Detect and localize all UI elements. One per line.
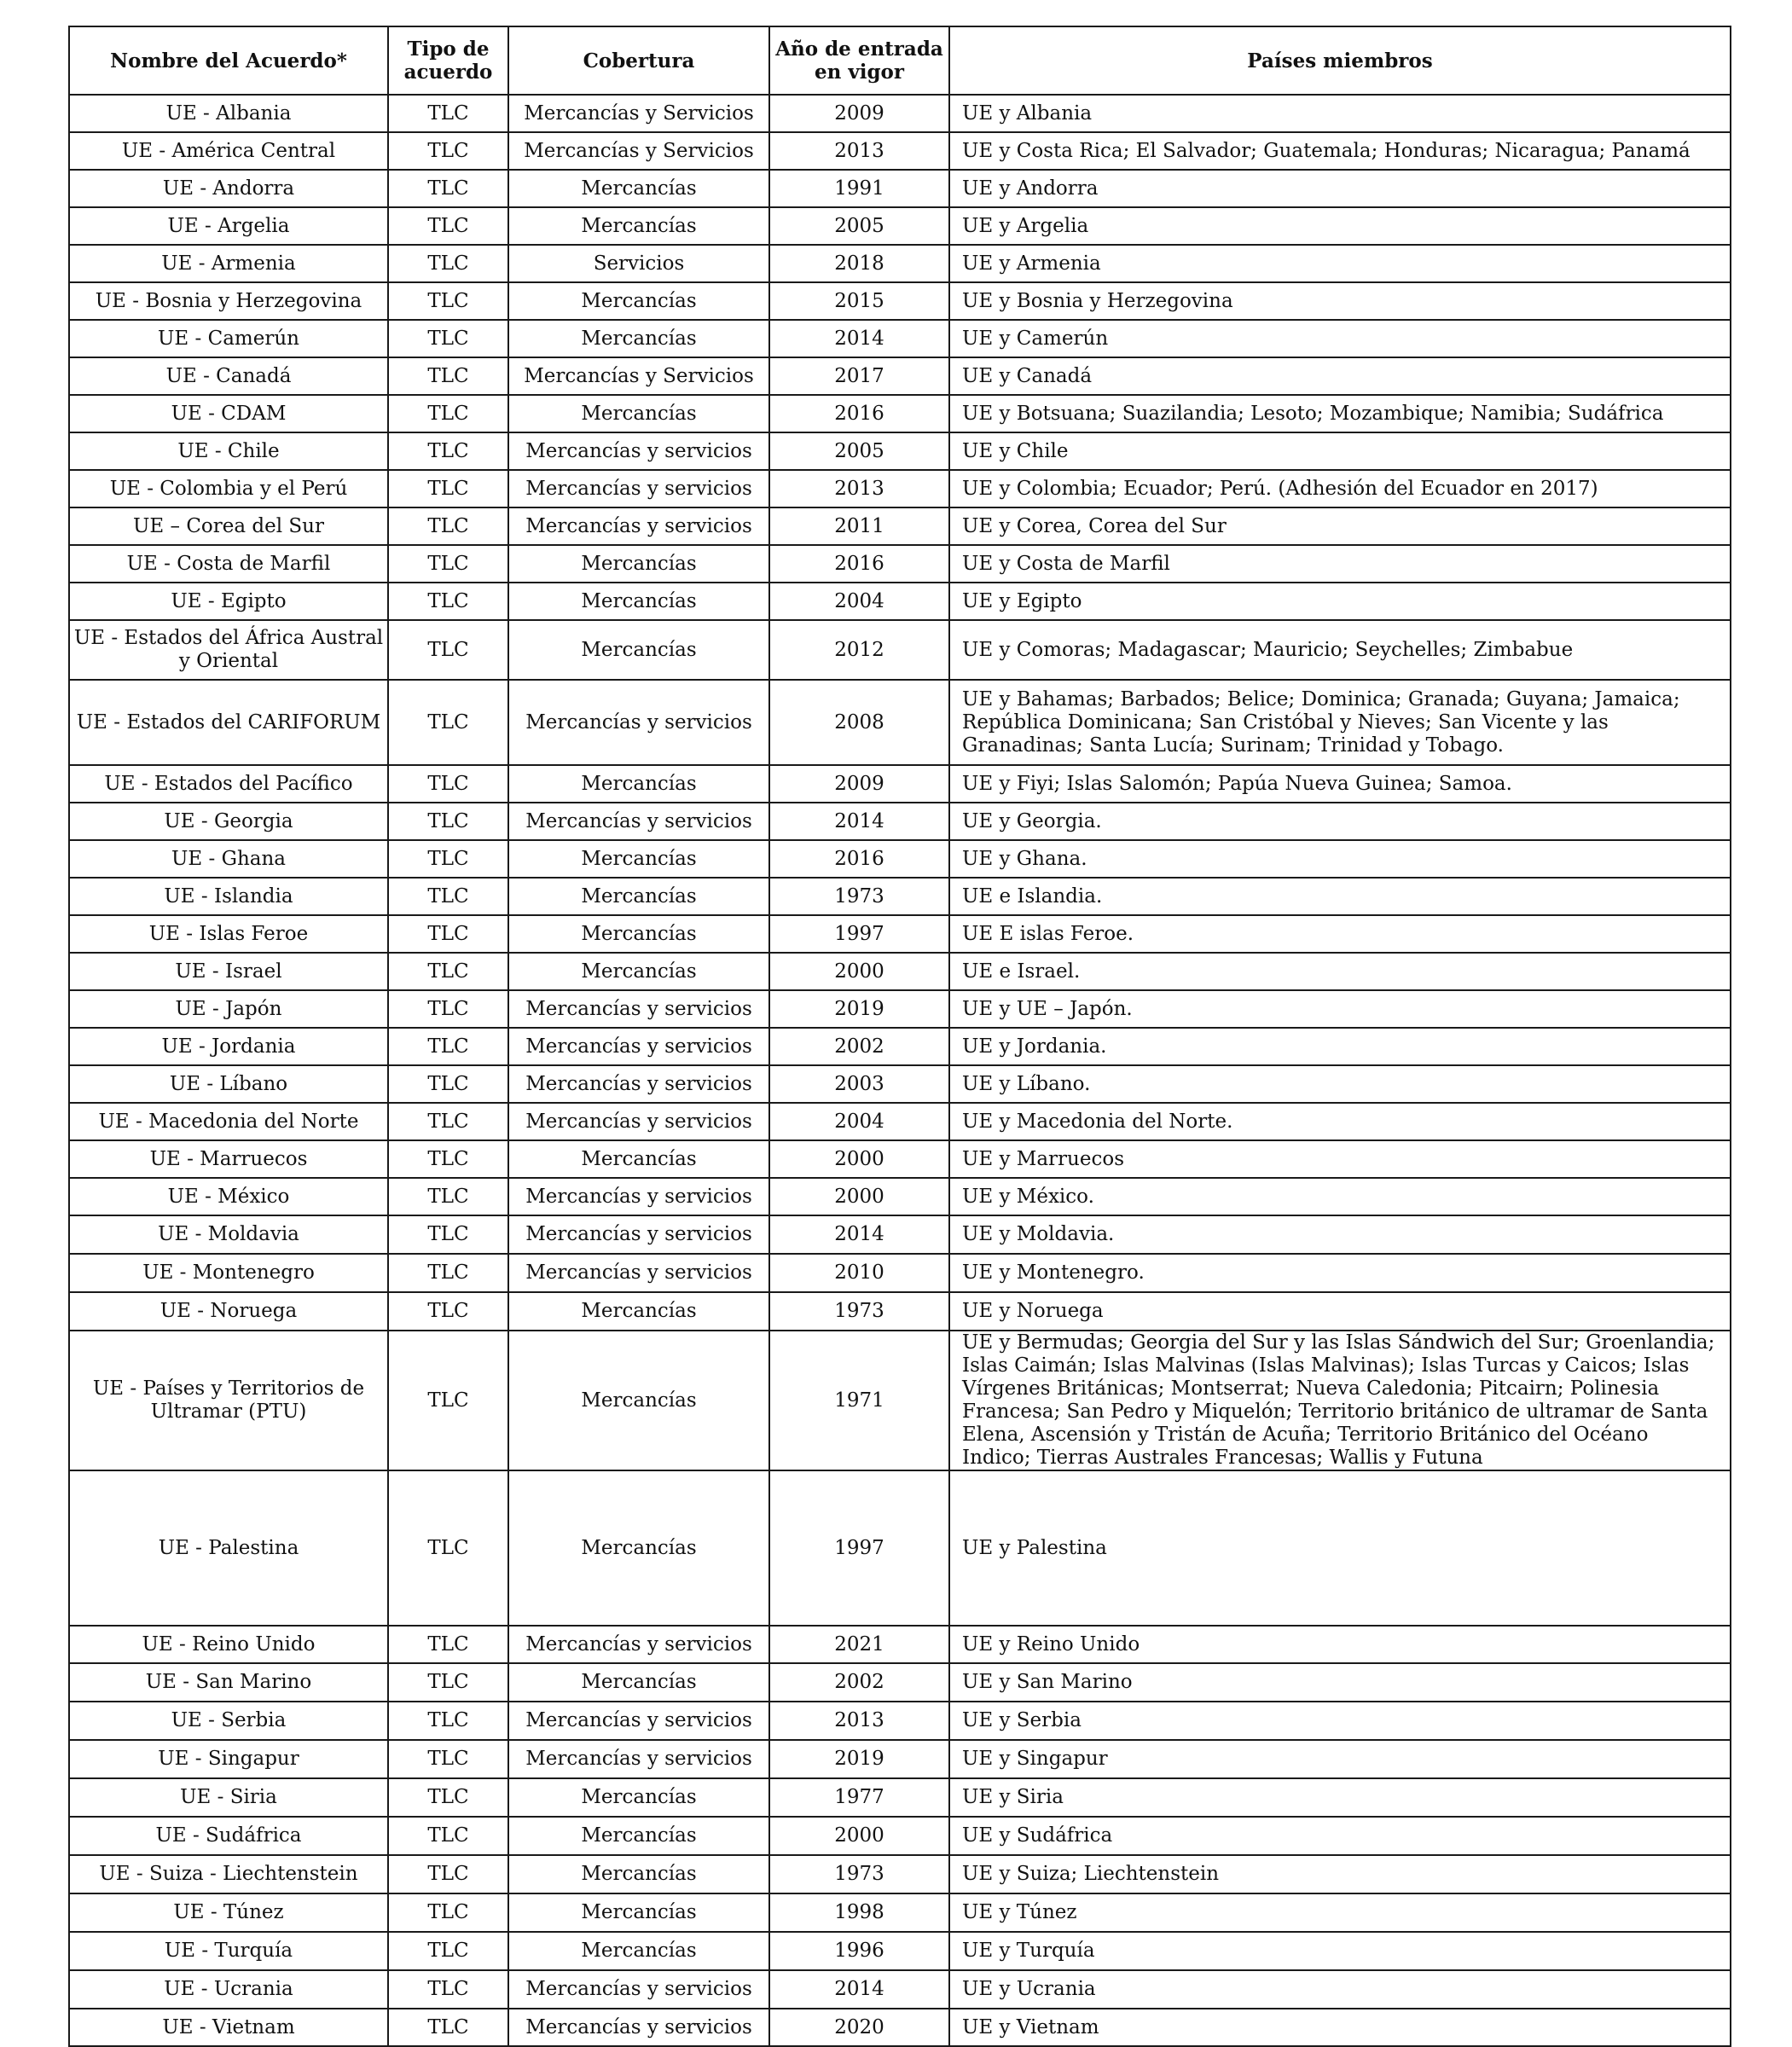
cell-paises: UE y Colombia; Ecuador; Perú. (Adhesión del Ecuador en 2017) — [949, 470, 1731, 507]
cell-nombre: UE - Canadá — [69, 357, 388, 395]
cell-paises: UE y Montenegro. — [949, 1254, 1731, 1292]
cell-nombre: UE - Singapur — [69, 1740, 388, 1778]
cell-cobertura: Mercancías — [508, 915, 769, 953]
table-row — [69, 1855, 1731, 1893]
cell-anio: 2012 — [769, 620, 949, 680]
cell-anio: 2010 — [769, 1254, 949, 1292]
cell-tipo: TLC — [388, 1215, 508, 1254]
cell-anio: 2014 — [769, 320, 949, 357]
cell-tipo: TLC — [388, 507, 508, 545]
cell-tipo: TLC — [388, 990, 508, 1028]
table-row — [69, 432, 1731, 470]
table-row — [69, 95, 1731, 132]
cell-cobertura: Mercancías y servicios — [508, 432, 769, 470]
table-row — [69, 990, 1731, 1028]
cell-tipo: TLC — [388, 132, 508, 170]
table-row — [69, 1626, 1731, 1663]
cell-paises: UE y Egipto — [949, 583, 1731, 620]
cell-nombre: UE - Andorra — [69, 170, 388, 207]
table-header — [69, 26, 1731, 95]
cell-paises: UE y Marruecos — [949, 1140, 1731, 1178]
cell-nombre: UE - Islas Feroe — [69, 915, 388, 953]
cell-tipo: TLC — [388, 2009, 508, 2046]
cell-tipo: TLC — [388, 803, 508, 840]
cell-anio: 2003 — [769, 1065, 949, 1103]
cell-anio: 2014 — [769, 1970, 949, 2009]
table-row — [69, 545, 1731, 583]
cell-paises: UE y San Marino — [949, 1663, 1731, 1702]
cell-paises: UE E islas Feroe. — [949, 915, 1731, 953]
cell-tipo: TLC — [388, 915, 508, 953]
cell-nombre: UE - Reino Unido — [69, 1626, 388, 1663]
cell-tipo: TLC — [388, 1140, 508, 1178]
cell-anio: 2005 — [769, 207, 949, 245]
cell-anio: 2000 — [769, 1140, 949, 1178]
cell-nombre: UE - Túnez — [69, 1893, 388, 1932]
cell-anio: 1973 — [769, 878, 949, 915]
cell-paises: UE y Camerún — [949, 320, 1731, 357]
cell-anio: 2016 — [769, 840, 949, 878]
cell-cobertura: Mercancías — [508, 1932, 769, 1970]
table-row — [69, 915, 1731, 953]
cell-anio: 2008 — [769, 680, 949, 765]
cell-tipo: TLC — [388, 395, 508, 432]
cell-tipo: TLC — [388, 282, 508, 320]
table-row — [69, 765, 1731, 803]
cell-paises: UE y Siria — [949, 1778, 1731, 1817]
cell-tipo: TLC — [388, 583, 508, 620]
cell-tipo: TLC — [388, 1178, 508, 1215]
cell-nombre: UE - Argelia — [69, 207, 388, 245]
cell-cobertura: Mercancías y Servicios — [508, 95, 769, 132]
cell-anio: 1996 — [769, 1932, 949, 1970]
table-row — [69, 1178, 1731, 1215]
cell-anio: 2013 — [769, 1702, 949, 1740]
cell-anio: 2009 — [769, 765, 949, 803]
cell-nombre: UE - Estados del África Austral y Oriental — [69, 620, 388, 680]
table-body — [69, 95, 1731, 2046]
cell-cobertura: Mercancías — [508, 1663, 769, 1702]
cell-nombre: UE - Costa de Marfil — [69, 545, 388, 583]
cell-cobertura: Mercancías — [508, 1778, 769, 1817]
cell-tipo: TLC — [388, 207, 508, 245]
cell-anio: 2011 — [769, 507, 949, 545]
cell-anio: 2014 — [769, 803, 949, 840]
table-row — [69, 507, 1731, 545]
cell-tipo: TLC — [388, 1817, 508, 1855]
cell-nombre: UE - Líbano — [69, 1065, 388, 1103]
cell-cobertura: Mercancías y servicios — [508, 470, 769, 507]
cell-nombre: UE - Países y Territorios de Ultramar (PTU) — [69, 1331, 388, 1470]
cell-cobertura: Mercancías y servicios — [508, 1702, 769, 1740]
cell-cobertura: Mercancías y servicios — [508, 680, 769, 765]
cell-anio: 2002 — [769, 1663, 949, 1702]
cell-cobertura: Mercancías — [508, 620, 769, 680]
cell-paises: UE y Canadá — [949, 357, 1731, 395]
cell-cobertura: Mercancías y servicios — [508, 1626, 769, 1663]
cell-paises: UE y Armenia — [949, 245, 1731, 282]
cell-paises: UE y Vietnam — [949, 2009, 1731, 2046]
cell-paises: UE y Georgia. — [949, 803, 1731, 840]
table-row — [69, 680, 1731, 765]
cell-cobertura: Mercancías y servicios — [508, 1215, 769, 1254]
table-row — [69, 245, 1731, 282]
cell-tipo: TLC — [388, 840, 508, 878]
cell-tipo: TLC — [388, 1065, 508, 1103]
cell-anio: 2013 — [769, 132, 949, 170]
cell-anio: 2000 — [769, 1817, 949, 1855]
table-row — [69, 1140, 1731, 1178]
cell-tipo: TLC — [388, 1028, 508, 1065]
cell-cobertura: Mercancías — [508, 395, 769, 432]
cell-anio: 2009 — [769, 95, 949, 132]
cell-paises: UE y Sudáfrica — [949, 1817, 1731, 1855]
cell-nombre: UE - Siria — [69, 1778, 388, 1817]
cell-paises: UE y Costa Rica; El Salvador; Guatemala; Honduras; Nicaragua; Panamá — [949, 132, 1731, 170]
table-row — [69, 620, 1731, 680]
cell-cobertura: Servicios — [508, 245, 769, 282]
table-row — [69, 1740, 1731, 1778]
cell-tipo: TLC — [388, 1103, 508, 1140]
cell-anio: 1997 — [769, 1470, 949, 1626]
cell-paises: UE y Reino Unido — [949, 1626, 1731, 1663]
cell-paises: UE y México. — [949, 1178, 1731, 1215]
cell-anio: 2014 — [769, 1215, 949, 1254]
cell-anio: 2004 — [769, 1103, 949, 1140]
cell-tipo: TLC — [388, 1740, 508, 1778]
cell-nombre: UE - Colombia y el Perú — [69, 470, 388, 507]
cell-paises: UE y Turquía — [949, 1932, 1731, 1970]
cell-anio: 1998 — [769, 1893, 949, 1932]
cell-cobertura: Mercancías y servicios — [508, 507, 769, 545]
cell-paises: UE y Noruega — [949, 1292, 1731, 1331]
table-row — [69, 132, 1731, 170]
cell-anio: 2019 — [769, 990, 949, 1028]
cell-anio: 2016 — [769, 395, 949, 432]
cell-cobertura: Mercancías — [508, 1893, 769, 1932]
cell-nombre: UE - Serbia — [69, 1702, 388, 1740]
cell-tipo: TLC — [388, 1292, 508, 1331]
cell-nombre: UE - Ghana — [69, 840, 388, 878]
cell-tipo: TLC — [388, 1970, 508, 2009]
cell-nombre: UE - Palestina — [69, 1470, 388, 1626]
agreements-table — [68, 26, 1731, 2047]
cell-cobertura: Mercancías — [508, 765, 769, 803]
cell-cobertura: Mercancías — [508, 282, 769, 320]
cell-tipo: TLC — [388, 470, 508, 507]
cell-cobertura: Mercancías — [508, 953, 769, 990]
cell-nombre: UE - Ucrania — [69, 1970, 388, 2009]
cell-nombre: UE - Islandia — [69, 878, 388, 915]
table-row — [69, 1215, 1731, 1254]
cell-anio: 2016 — [769, 545, 949, 583]
table-row — [69, 1817, 1731, 1855]
cell-cobertura: Mercancías y servicios — [508, 990, 769, 1028]
cell-anio: 1991 — [769, 170, 949, 207]
cell-anio: 2004 — [769, 583, 949, 620]
cell-nombre: UE - Turquía — [69, 1932, 388, 1970]
cell-anio: 2021 — [769, 1626, 949, 1663]
cell-nombre: UE - Montenegro — [69, 1254, 388, 1292]
table-row — [69, 1932, 1731, 1970]
cell-anio: 2002 — [769, 1028, 949, 1065]
cell-cobertura: Mercancías — [508, 1140, 769, 1178]
cell-cobertura: Mercancías — [508, 1292, 769, 1331]
table-row — [69, 1702, 1731, 1740]
table-row — [69, 840, 1731, 878]
cell-tipo: TLC — [388, 320, 508, 357]
cell-tipo: TLC — [388, 545, 508, 583]
header-row — [69, 26, 1731, 95]
cell-anio: 2020 — [769, 2009, 949, 2046]
cell-anio: 1973 — [769, 1292, 949, 1331]
cell-nombre: UE - Sudáfrica — [69, 1817, 388, 1855]
table-row — [69, 878, 1731, 915]
cell-paises: UE y Macedonia del Norte. — [949, 1103, 1731, 1140]
cell-anio: 2019 — [769, 1740, 949, 1778]
cell-paises: UE y Chile — [949, 432, 1731, 470]
cell-nombre: UE - América Central — [69, 132, 388, 170]
table-row — [69, 1292, 1731, 1331]
table-row — [69, 1103, 1731, 1140]
cell-tipo: TLC — [388, 1663, 508, 1702]
cell-paises: UE y Singapur — [949, 1740, 1731, 1778]
cell-anio: 1997 — [769, 915, 949, 953]
cell-anio: 2013 — [769, 470, 949, 507]
cell-cobertura: Mercancías y servicios — [508, 1065, 769, 1103]
cell-anio: 1971 — [769, 1331, 949, 1470]
cell-tipo: TLC — [388, 765, 508, 803]
cell-cobertura: Mercancías — [508, 878, 769, 915]
cell-nombre: UE - Georgia — [69, 803, 388, 840]
cell-cobertura: Mercancías y Servicios — [508, 357, 769, 395]
cell-paises: UE y Botsuana; Suazilandia; Lesoto; Mozambique; Namibia; Sudáfrica — [949, 395, 1731, 432]
cell-paises: UE y Jordania. — [949, 1028, 1731, 1065]
cell-nombre: UE - Noruega — [69, 1292, 388, 1331]
cell-tipo: TLC — [388, 1893, 508, 1932]
cell-nombre: UE - CDAM — [69, 395, 388, 432]
cell-paises: UE y Bosnia y Herzegovina — [949, 282, 1731, 320]
cell-paises: UE y UE – Japón. — [949, 990, 1731, 1028]
cell-nombre: UE - Marruecos — [69, 1140, 388, 1178]
cell-nombre: UE - San Marino — [69, 1663, 388, 1702]
cell-cobertura: Mercancías y servicios — [508, 1254, 769, 1292]
cell-tipo: TLC — [388, 170, 508, 207]
header-paises: Países miembros — [949, 26, 1731, 95]
cell-paises: UE y Costa de Marfil — [949, 545, 1731, 583]
cell-paises: UE y Moldavia. — [949, 1215, 1731, 1254]
table-row — [69, 1028, 1731, 1065]
cell-paises: UE e Israel. — [949, 953, 1731, 990]
cell-tipo: TLC — [388, 95, 508, 132]
cell-nombre: UE - Moldavia — [69, 1215, 388, 1254]
cell-anio: 2005 — [769, 432, 949, 470]
table-row — [69, 1778, 1731, 1817]
cell-tipo: TLC — [388, 357, 508, 395]
cell-tipo: TLC — [388, 1470, 508, 1626]
cell-cobertura: Mercancías y servicios — [508, 1740, 769, 1778]
cell-cobertura: Mercancías — [508, 170, 769, 207]
table-row — [69, 583, 1731, 620]
cell-nombre: UE - Macedonia del Norte — [69, 1103, 388, 1140]
table-row — [69, 282, 1731, 320]
cell-cobertura: Mercancías — [508, 583, 769, 620]
cell-paises: UE y Bahamas; Barbados; Belice; Dominica; Granada; Guyana; Jamaica; República Dominicana; San Cristóbal y Nieves; San Vicente y las Granadinas; Santa Lucía; Surinam; Trinidad y Tobago. — [949, 680, 1731, 765]
cell-paises: UE y Ucrania — [949, 1970, 1731, 2009]
cell-cobertura: Mercancías y servicios — [508, 1103, 769, 1140]
header-tipo: Tipo de acuerdo — [388, 26, 508, 95]
cell-nombre: UE - Estados del CARIFORUM — [69, 680, 388, 765]
table-row — [69, 953, 1731, 990]
table-row — [69, 1254, 1731, 1292]
cell-tipo: TLC — [388, 680, 508, 765]
cell-tipo: TLC — [388, 878, 508, 915]
cell-nombre: UE - México — [69, 1178, 388, 1215]
cell-paises: UE y Serbia — [949, 1702, 1731, 1740]
cell-tipo: TLC — [388, 1702, 508, 1740]
header-anio: Año de entrada en vigor — [769, 26, 949, 95]
table-row — [69, 170, 1731, 207]
cell-tipo: TLC — [388, 432, 508, 470]
cell-cobertura: Mercancías — [508, 1855, 769, 1893]
cell-cobertura: Mercancías y servicios — [508, 1970, 769, 2009]
cell-cobertura: Mercancías y Servicios — [508, 132, 769, 170]
cell-nombre: UE - Albania — [69, 95, 388, 132]
cell-cobertura: Mercancías y servicios — [508, 1028, 769, 1065]
cell-cobertura: Mercancías — [508, 320, 769, 357]
cell-cobertura: Mercancías — [508, 1331, 769, 1470]
cell-anio: 2018 — [769, 245, 949, 282]
cell-paises: UE y Líbano. — [949, 1065, 1731, 1103]
cell-cobertura: Mercancías — [508, 1470, 769, 1626]
cell-tipo: TLC — [388, 245, 508, 282]
table-row — [69, 470, 1731, 507]
cell-nombre: UE - Chile — [69, 432, 388, 470]
cell-paises: UE y Túnez — [949, 1893, 1731, 1932]
cell-anio: 2000 — [769, 1178, 949, 1215]
cell-nombre: UE - Suiza - Liechtenstein — [69, 1855, 388, 1893]
table-row — [69, 357, 1731, 395]
cell-nombre: UE - Camerún — [69, 320, 388, 357]
cell-paises: UE y Palestina — [949, 1470, 1731, 1626]
cell-cobertura: Mercancías — [508, 1817, 769, 1855]
cell-nombre: UE - Armenia — [69, 245, 388, 282]
cell-tipo: TLC — [388, 620, 508, 680]
cell-cobertura: Mercancías — [508, 207, 769, 245]
cell-tipo: TLC — [388, 1855, 508, 1893]
cell-nombre: UE - Egipto — [69, 583, 388, 620]
table-row — [69, 1970, 1731, 2009]
table-row — [69, 320, 1731, 357]
table-row — [69, 1893, 1731, 1932]
table-row — [69, 207, 1731, 245]
cell-tipo: TLC — [388, 1254, 508, 1292]
cell-cobertura: Mercancías — [508, 545, 769, 583]
cell-cobertura: Mercancías y servicios — [508, 2009, 769, 2046]
cell-cobertura: Mercancías y servicios — [508, 803, 769, 840]
cell-paises: UE y Bermudas; Georgia del Sur y las Islas Sándwich del Sur; Groenlandia; Islas Caimán; Islas Malvinas (Islas Malvinas); Islas Turcas y Caicos; Islas Vírgenes Británicas; Montserrat; Nueva Caledonia; Pitcairn; Polinesia Francesa; San Pedro y Miquelón; Territorio británico de ultramar de Santa Elena, Ascensión y Tristán de Acuña; Territorio Británico del Océano Indico; Tierras Australes Francesas; Wallis y Futuna — [949, 1331, 1731, 1470]
cell-paises: UE y Suiza; Liechtenstein — [949, 1855, 1731, 1893]
table-row — [69, 1331, 1731, 1470]
cell-anio: 1977 — [769, 1778, 949, 1817]
cell-paises: UE y Andorra — [949, 170, 1731, 207]
cell-nombre: UE - Japón — [69, 990, 388, 1028]
cell-tipo: TLC — [388, 1331, 508, 1470]
cell-tipo: TLC — [388, 1626, 508, 1663]
cell-paises: UE y Corea, Corea del Sur — [949, 507, 1731, 545]
cell-anio: 2015 — [769, 282, 949, 320]
cell-nombre: UE - Bosnia y Herzegovina — [69, 282, 388, 320]
table-row — [69, 1065, 1731, 1103]
cell-anio: 2000 — [769, 953, 949, 990]
cell-nombre: UE - Estados del Pacífico — [69, 765, 388, 803]
cell-nombre: UE - Jordania — [69, 1028, 388, 1065]
cell-cobertura: Mercancías — [508, 840, 769, 878]
cell-tipo: TLC — [388, 1932, 508, 1970]
cell-paises: UE y Argelia — [949, 207, 1731, 245]
header-cobertura: Cobertura — [508, 26, 769, 95]
cell-nombre: UE – Corea del Sur — [69, 507, 388, 545]
cell-tipo: TLC — [388, 1778, 508, 1817]
header-nombre: Nombre del Acuerdo* — [69, 26, 388, 95]
cell-cobertura: Mercancías y servicios — [508, 1178, 769, 1215]
cell-nombre: UE - Vietnam — [69, 2009, 388, 2046]
cell-paises: UE y Albania — [949, 95, 1731, 132]
table-row — [69, 395, 1731, 432]
cell-paises: UE y Fiyi; Islas Salomón; Papúa Nueva Guinea; Samoa. — [949, 765, 1731, 803]
cell-anio: 1973 — [769, 1855, 949, 1893]
table-row — [69, 1470, 1731, 1626]
table-row — [69, 1663, 1731, 1702]
table-row — [69, 803, 1731, 840]
cell-paises: UE y Ghana. — [949, 840, 1731, 878]
cell-paises: UE e Islandia. — [949, 878, 1731, 915]
cell-anio: 2017 — [769, 357, 949, 395]
cell-nombre: UE - Israel — [69, 953, 388, 990]
cell-paises: UE y Comoras; Madagascar; Mauricio; Seychelles; Zimbabue — [949, 620, 1731, 680]
table-row — [69, 2009, 1731, 2046]
cell-tipo: TLC — [388, 953, 508, 990]
